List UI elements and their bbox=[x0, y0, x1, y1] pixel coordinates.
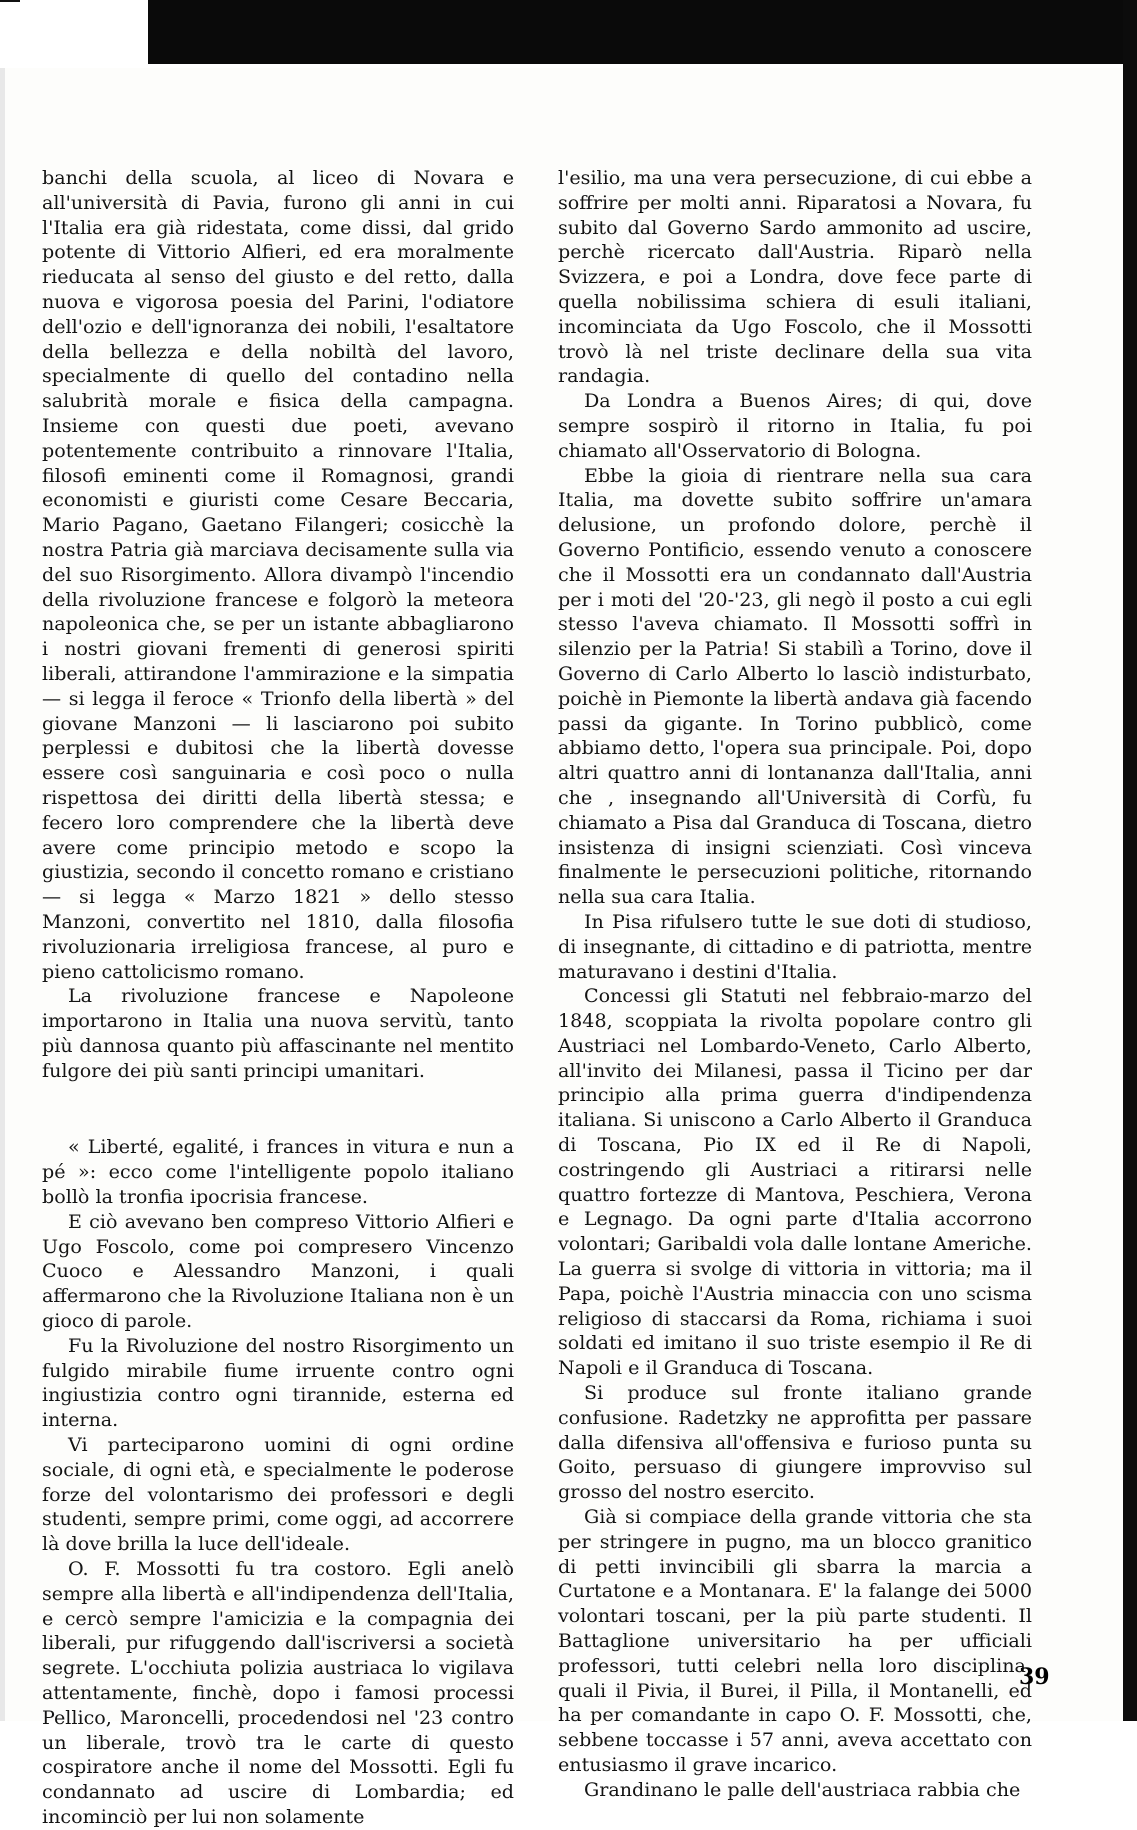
paragraph: E ciò avevano ben compreso Vittorio Alfieri e Ugo Foscolo, come poi compresero Vincenzo Cuoco e Alessandro Manzoni, i quali affermarono che la Rivoluzione Italiana non è un gioco di parole. bbox=[42, 1209, 514, 1333]
section-break bbox=[42, 1083, 514, 1135]
scan-right-border bbox=[1123, 0, 1137, 1721]
scan-top-border bbox=[0, 0, 1137, 68]
page-number: 39 bbox=[1019, 1664, 1050, 1690]
scan-corner-mark bbox=[0, 0, 20, 2]
paragraph: Fu la Rivoluzione del nostro Risorgimento un fulgido mirabile fiume irruente contro ogni ingiustizia contro ogni tirannide, esterna ed interna. bbox=[42, 1333, 514, 1432]
right-column bbox=[558, 166, 1032, 1803]
paragraph: Già si compiace della grande vittoria che sta per stringere in pugno, ma un blocco granitico di petti invincibili gli sbarra la marcia a Curtatone e a Montanara. E' la falange dei 5000 volontari toscani, per la più parte studenti. Il Battaglione universitario ha per ufficiali professori, tutti celebri nella loro disciplina, quali il Pivia, il Burei, il Pilla, il Montanelli, ed ha per comandante in capo O. F. Mossotti, che, sebbene toccasse i 57 anni, aveva accettato con entusiasmo il grave incarico. bbox=[558, 1505, 1032, 1776]
paragraph: l'esilio, ma una vera persecuzione, di cui ebbe a soffrire per molti anni. Riparatosi a Novara, fu subito dal Governo Sardo ammonito ad uscire, perchè ricercato dall'Austria. Riparò nella Svizzera, e poi a Londra, dove fece parte di quella nobilissima schiera di esuli italiani, incominciata da Ugo Foscolo, che il Mossotti trovò là nel triste declinare della sua vita randagia. bbox=[558, 166, 1032, 388]
paragraph: Da Londra a Buenos Aires; di qui, dove sempre sospirò il ritorno in Italia, fu poi chiamato all'Osservatorio di Bologna. bbox=[558, 389, 1032, 462]
paragraph: Grandinano le palle dell'austriaca rabbia che bbox=[584, 1777, 1021, 1801]
paragraph: Concessi gli Statuti nel febbraio-marzo del 1848, scoppiata la rivolta popolare contro gli Austriaci nel Lombardo-Veneto, Carlo Alberto, all'invito dei Milanesi, passa il Ticino per dar principio alla prima guerra d'indipendenza italiana. Si uniscono a Carlo Alberto il Granduca di Toscana, Pio IX ed il Re di Napoli, costringendo gli Austriaci a ritirarsi nelle quattro fortezze di Mantova, Peschiera, Verona e Legnago. Da ogni parte d'Italia accorrono volontari; Garibaldi vola dalle lontane Americhe. La guerra si svolge di vittoria in vittoria; ma il Papa, poichè l'Austria minaccia con uno scisma religioso di staccarsi da Roma, richiama i suoi soldati ed imitano il suo triste esempio il Re di Napoli e il Granduca di Toscana. bbox=[558, 984, 1032, 1380]
paragraph: Vi parteciparono uomini di ogni ordine sociale, di ogni età, e specialmente le poderose forze del volontarismo dei professori e degli studenti, sempre primi, come oggi, ad accorrere là dove brilla la luce dell'ideale. bbox=[42, 1433, 514, 1556]
paragraph: Ebbe la gioia di rientrare nella sua cara Italia, ma dovette subito soffrire un'amara delusione, un profondo dolore, perchè il Governo Pontificio, essendo venuto a conoscere che il Mossotti era un condannato dall'Austria per i moti del '20-'23, gli negò il posto a cui egli stesso l'aveva chiamato. Il Mossotti soffrì in silenzio per la Patria! Si stabilì a Torino, dove il Governo di Carlo Alberto lo lasciò indisturbato, poichè in Piemonte la libertà andava già facendo passi da gigante. In Torino pubblicò, come abbiamo detto, l'opera sua principale. Poi, dopo altri quattro anni di lontananza dall'Italia, anni che , insegnando all'Università di Corfù, fu chiamato a Pisa dal Granduca di Toscana, dietro insistenza di insigni scienziati. Così vinceva finalmente le persecuzioni politiche, ritornando nella sua cara Italia. bbox=[558, 463, 1032, 909]
paragraph: « Liberté, egalité, i frances in vitura e nun a pé »: ecco come l'intelligente popolo italiano bollò la tronfia ipocrisia francese. bbox=[42, 1135, 514, 1209]
paragraph: Si produce sul fronte italiano grande confusione. Radetzky ne approfitta per passare dalla difensiva all'offensiva e furioso punta su Goito, persuaso di giungere improvviso sul grosso del nostro esercito. bbox=[558, 1381, 1032, 1504]
paragraph: In Pisa rifulsero tutte le sue doti di studioso, di insegnante, di cittadino e di patriotta, mentre maturavano i destini d'Italia. bbox=[558, 909, 1032, 983]
document-page bbox=[5, 68, 1123, 1828]
scan-dark-band bbox=[148, 0, 1137, 64]
paragraph: La rivoluzione francese e Napoleone importarono in Italia una nuova servitù, tanto più dannosa quanto più affascinante nel mentito fulgore dei più santi principi umanitari. bbox=[42, 984, 514, 1082]
paragraph: banchi della scuola, al liceo di Novara e all'università di Pavia, furono gli anni in cui l'Italia era già ridestata, come dissi, dal grido potente di Vittorio Alfieri, ed era moralmente rieducata al senso del giusto e del retto, dalla nuova e vigorosa poesia del Parini, l'odiatore dell'ozio e dell'ignoranza dei nobili, l'esaltatore della bellezza e della nobiltà del lavoro, specialmente di quello del contadino nella salubrità morale e fisica della campagna. Insieme con questi due poeti, avevano potentemente contribuito a rinnovare l'Italia, filosofi eminenti come il Romagnosi, grandi economisti e giuristi come Cesare Beccaria, Mario Pagano, Gaetano Filangeri; cosicchè la nostra Patria già marciava decisamente sulla via del suo Risorgimento. Allora divampò l'incendio della rivoluzione francese e folgorò la meteora napoleonica che, se per un istante abbagliarono i nostri giovani frementi di generosi spiriti liberali, attirandone l'ammirazione e la simpatia — si legga il feroce « Trionfo della libertà » del giovane Manzoni — li lasciarono poi subito perplessi e dubitosi che la libertà dovesse essere così sanguinaria e così poco o nulla rispettosa dei diritti della libertà stessa; e fecero loro comprendere che la libertà deve avere come principio metodo e scopo la giustizia, secondo il concetto romano e cristiano — si legga « Marzo 1821 » dello stesso Manzoni, convertito nel 1810, dalla filosofia rivoluzionaria irreligiosa francese, al puro e pieno cattolicismo romano. bbox=[42, 166, 514, 983]
paragraph: O. F. Mossotti fu tra costoro. Egli anelò sempre alla libertà e all'indipendenza dell'Italia, e cercò sempre l'amicizia e la compagnia dei liberali, pur rifuggendo dall'iscriversi a società segrete. L'occhiuta polizia austriaca lo vigilava attentamente, finchè, dopo i famosi processi Pellico, Maroncelli, procedendosi nel '23 contro un liberale, trovò tra le carte di questo cospiratore anche il nome del Mossotti. Egli fu condannato ad uscire di Lombardia; ed incominciò per lui non solamente bbox=[42, 1557, 514, 1828]
left-column bbox=[42, 166, 514, 1830]
